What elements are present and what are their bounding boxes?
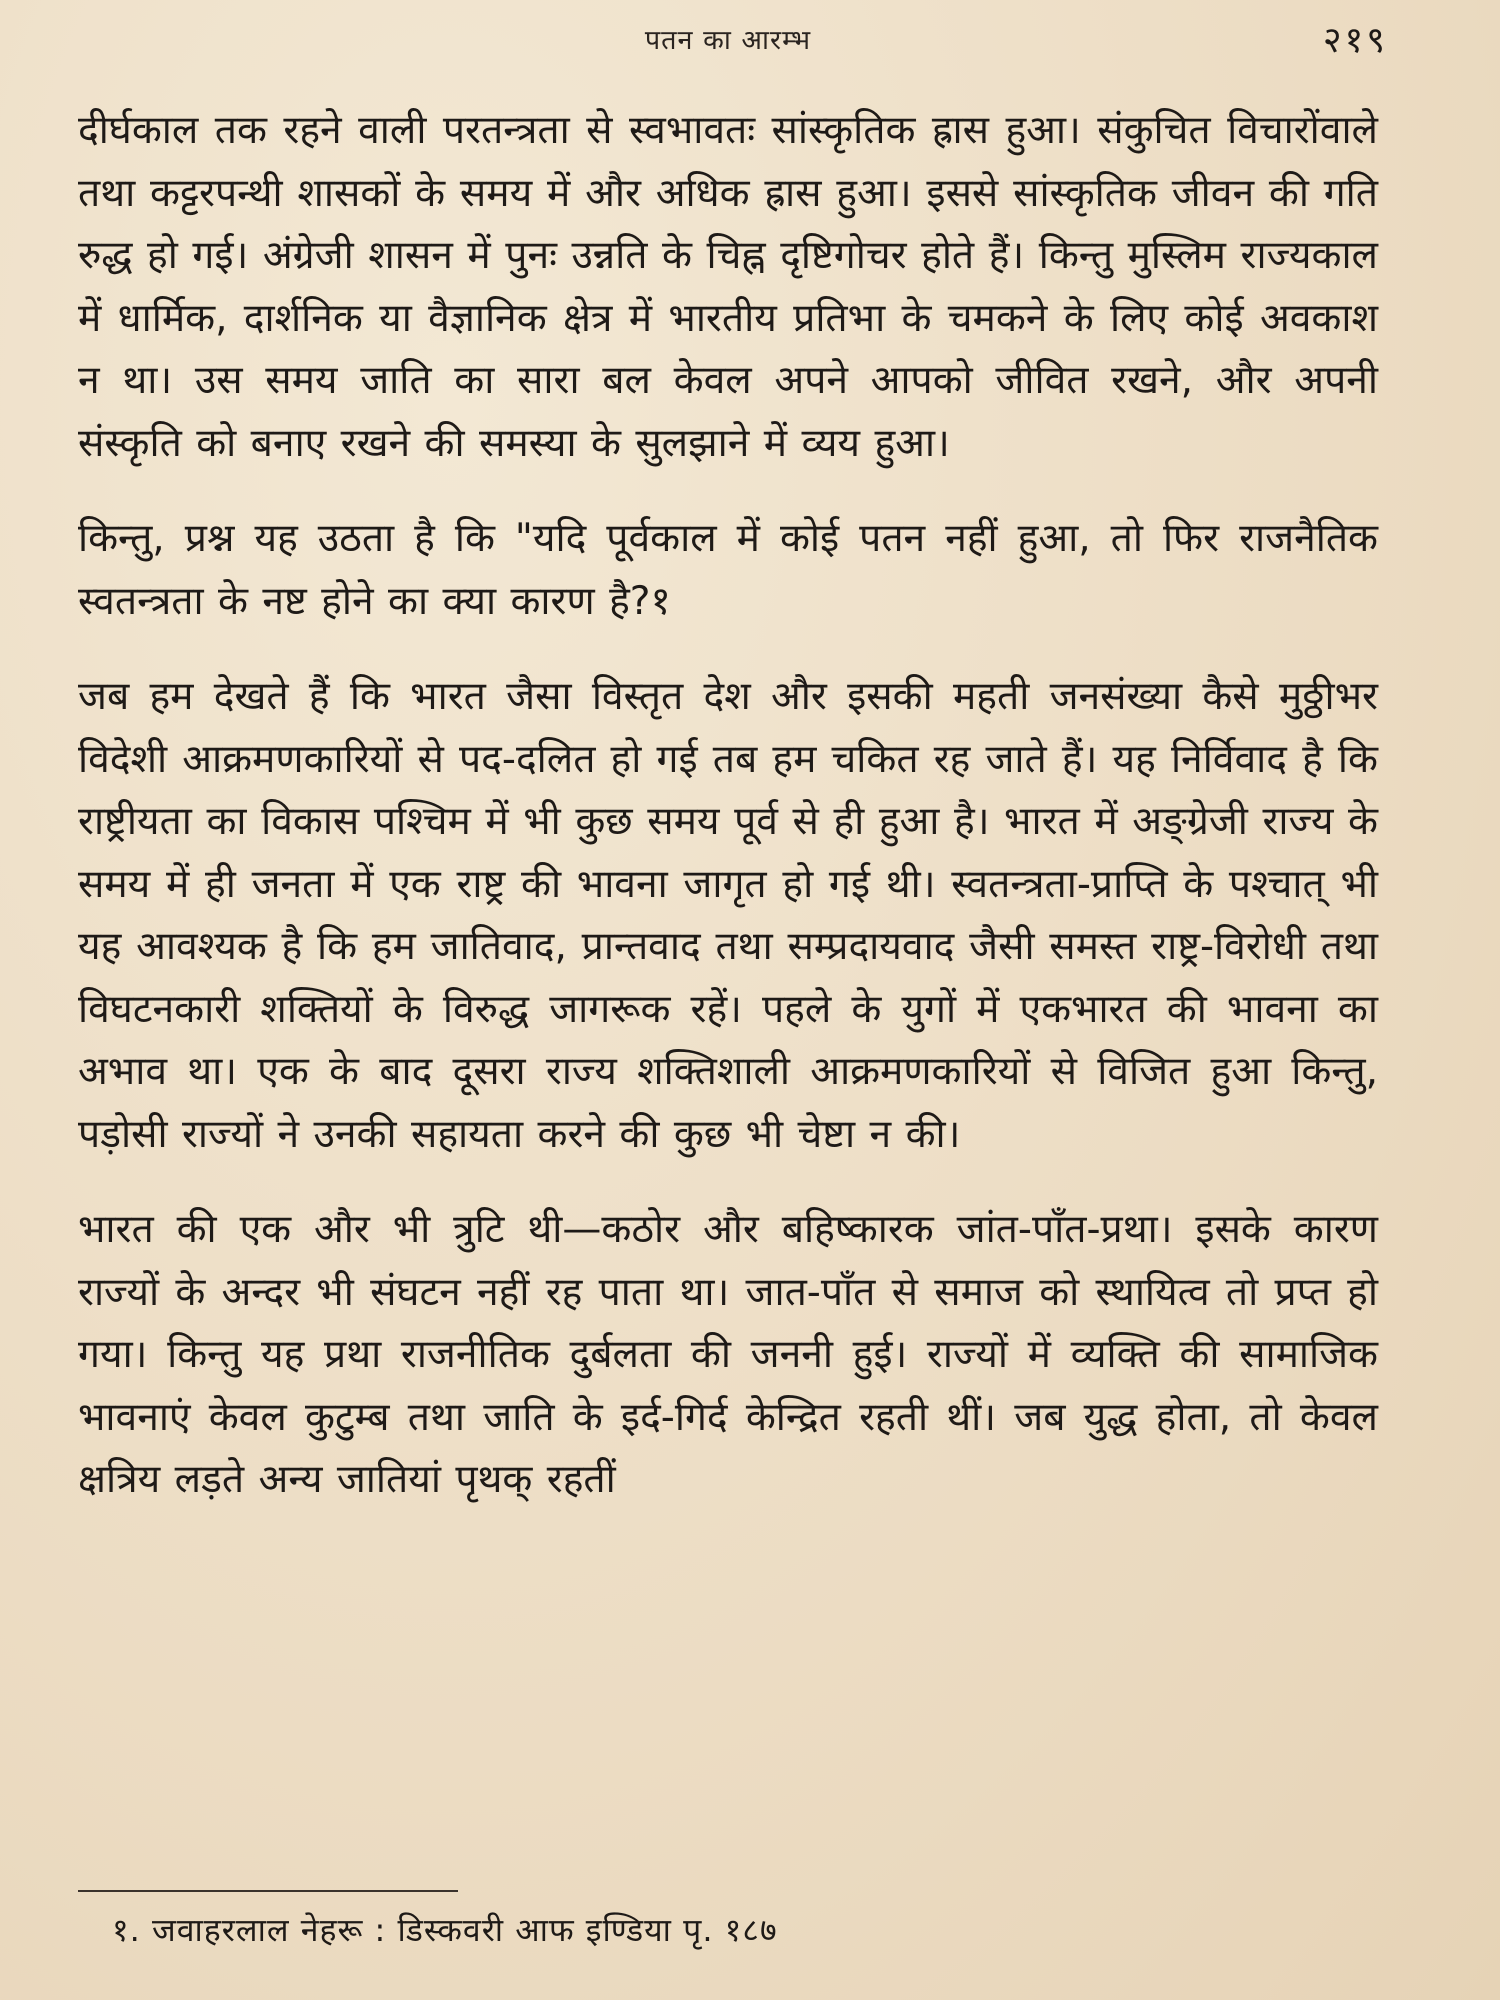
footnote: १. जवाहरलाल नेहरू : डिस्कवरी आफ इण्डिया पृ. १८७ <box>112 1911 778 1949</box>
body-text <box>78 100 1378 1512</box>
paragraph-2: किन्तु, प्रश्न यह उठता है कि "यदि पूर्वकाल में कोई पतन नहीं हुआ, तो फिर राजनैतिक स्वतन्त्रता के नष्ट होने का क्या कारण है?१ <box>78 516 1378 624</box>
page-number: २१९ <box>1322 20 1388 61</box>
paragraph-1: दीर्घकाल तक रहने वाली परतन्त्रता से स्वभावतः सांस्कृतिक ह्रास हुआ। संकुचित विचारोंवाले तथा कट्टरपन्थी शासकों के समय में और अधिक ह्रास हुआ। इससे सांस्कृतिक जीवन की गति रुद्ध हो गई। अंग्रेजी शासन में पुनः उन्नति के चिह्न दृष्टिगोचर होते हैं। किन्तु मुस्लिम राज्यकाल में धार्मिक, दार्शनिक या वैज्ञानिक क्षेत्र में भारतीय प्रतिभा के चमकने के लिए कोई अवकाश न था। उस समय जाति का सारा बल केवल अपने आपको जीवित रखने, और अपनी संस्कृति को बनाए रखने की समस्या के सुलझाने में व्यय हुआ। <box>78 108 1378 466</box>
paragraph-3: जब हम देखते हैं कि भारत जैसा विस्तृत देश और इसकी महती जनसंख्या कैसे मुठ्ठीभर विदेशी आक्रमणकारियों से पद-दलित हो गई तब हम चकित रह जाते हैं। यह निर्विवाद है कि राष्ट्रीयता का विकास पश्चिम में भी कुछ समय पूर्व से ही हुआ है। भारत में अङ्ग्रेजी राज्य के समय में ही जनता में एक राष्ट्र की भावना जागृत हो गई थी। स्वतन्त्रता-प्राप्ति के पश्चात् भी यह आवश्यक है कि हम जातिवाद, प्रान्तवाद तथा सम्प्रदायवाद जैसी समस्त राष्ट्र-विरोधी तथा विघटनकारी शक्तियों के विरुद्ध जागरूक रहें। पहले के युगों में एकभारत की भावना का अभाव था। एक के बाद दूसरा राज्य शक्तिशाली आक्रमणकारियों से विजित हुआ किन्तु, पड़ोसी राज्यों ने उनकी सहायता करने की कुछ भी चेष्टा न की। <box>78 674 1378 1157</box>
page-header <box>78 12 1388 70</box>
paragraph-4: भारत की एक और भी त्रुटि थी—कठोर और बहिष्कारक जांत-पाँत-प्रथा। इसके कारण राज्यों के अन्दर भी संघटन नहीं रह पाता था। जात-पाँत से समाज को स्थायित्व तो प्रप्त हो गया। किन्तु यह प्रथा राजनीतिक दुर्बलता की जननी हुई। राज्यों में व्यक्ति की सामाजिक भावनाएं केवल कुटुम्ब तथा जाति के इर्द-गिर्द केन्द्रित रहती थीं। जब युद्ध होता, तो केवल क्षत्रिय लड़ते अन्य जातियां पृथक् रहतीं <box>78 1207 1378 1502</box>
running-head: पतन का आरम्भ <box>644 25 812 56</box>
book-page <box>78 12 1388 1512</box>
footnote-divider <box>78 1890 458 1892</box>
